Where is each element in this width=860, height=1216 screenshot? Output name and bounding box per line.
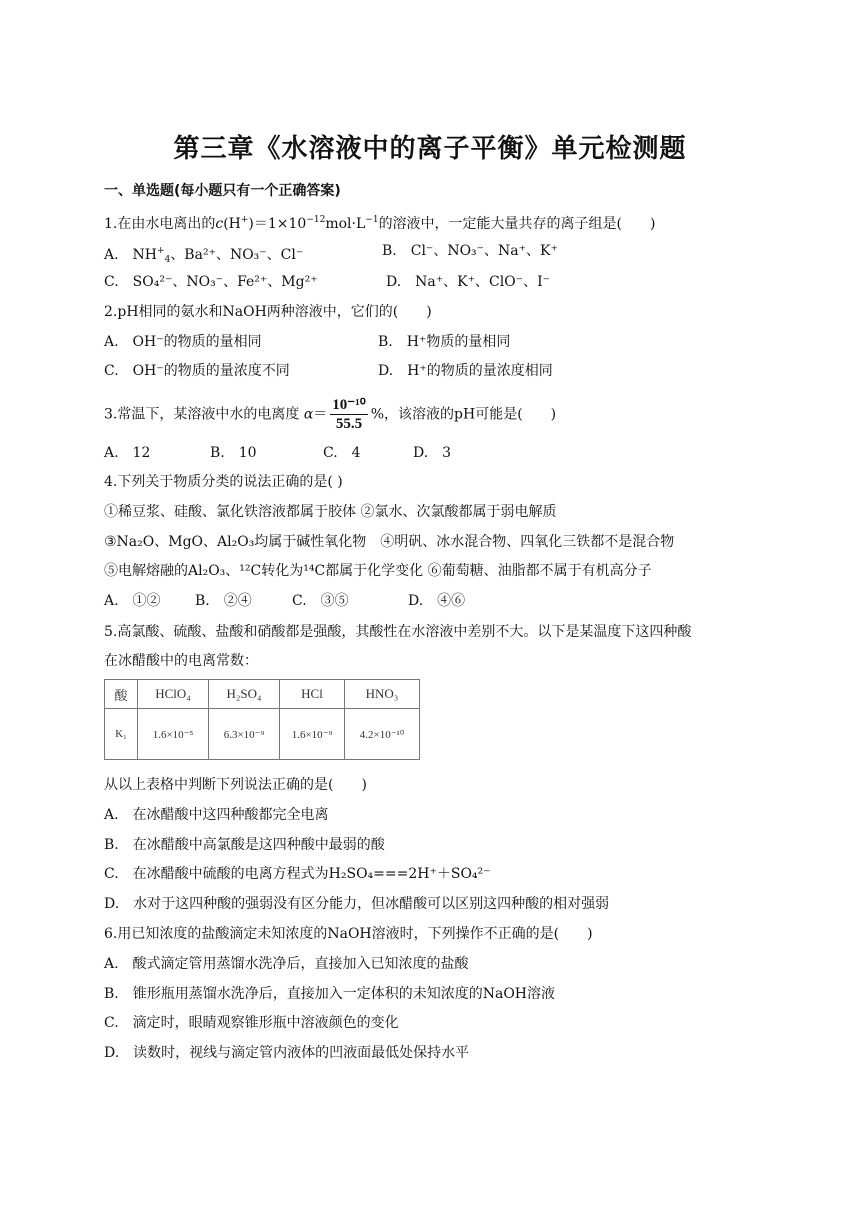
- table-cell: K₁: [105, 709, 138, 760]
- q4-option-d: D. ④⑥: [408, 593, 466, 609]
- section-heading: 一、单选题(每小题只有一个正确答案): [104, 183, 341, 199]
- q4-statement-2: ③Na₂O、MgO、Al₂O₃均属于碱性氧化物 ④明矾、冰水混合物、四氧化三铁都不是混合物: [104, 534, 675, 550]
- q5-stem-line-1: 5.高氯酸、硫酸、盐酸和硝酸都是强酸，其酸性在水溶液中差别不大。以下是某温度下这四种酸: [104, 624, 692, 640]
- q1-option-c: C. SO₄²⁻、NO₃⁻、Fe²⁺、Mg²⁺: [104, 274, 318, 290]
- q1-stem-a: 1.在由水电离出的: [104, 216, 216, 232]
- q3-fraction: $\frac{\text{10⁻¹⁰}}{55.5}$: [332, 397, 366, 432]
- q2-option-b: B. H⁺物质的量相同: [378, 334, 511, 350]
- table-header-cell: 酸: [105, 680, 138, 709]
- q6-stem: 6.用已知浓度的盐酸滴定未知浓度的NaOH溶液时，下列操作不正确的是( ): [104, 926, 593, 942]
- q2-stem: 2.pH相同的氨水和NaOH两种溶液中，它们的( ): [104, 304, 432, 320]
- q3-option-c: C. 4: [323, 445, 361, 461]
- q5-option-b: B. 在冰醋酸中高氯酸是这四种酸中最弱的酸: [104, 837, 385, 853]
- q4-option-c: C. ③⑤: [292, 593, 349, 609]
- table-header-cell: HNO₃: [345, 680, 420, 709]
- q4-option-a: A. ①②: [104, 593, 161, 609]
- q3-option-a: A. 12: [104, 445, 151, 461]
- table-cell: 1.6×10⁻⁹: [280, 709, 345, 760]
- q4-statement-3: ⑤电解熔融的Al₂O₃、¹²C转化为¹⁴C都属于化学变化 ⑥葡萄糖、油脂都不属于有机高分子: [104, 563, 652, 579]
- dissociation-constant-table: [104, 679, 420, 760]
- q6-option-c: C. 滴定时，眼睛观察锥形瓶中溶液颜色的变化: [104, 1015, 399, 1031]
- q5-option-a: A. 在冰醋酸中这四种酸都完全电离: [104, 807, 329, 823]
- q1-option-d: D. Na⁺、K⁺、ClO⁻、I⁻: [386, 274, 550, 290]
- q2-option-c: C. OH⁻的物质的量浓度不同: [104, 363, 290, 379]
- q4-stem: 4.下列关于物质分类的说法正确的是( ): [104, 474, 343, 490]
- q1-stem: 1.在由水电离出的$c(H^+)=1\times 10^{-12}mol\cdot L^{-1}$的溶液中，一定能大量共存的离子组是( ): [104, 215, 656, 232]
- q6-option-b: B. 锥形瓶用蒸馏水洗净后，直接加入一定体积的未知浓度的NaOH溶液: [104, 986, 556, 1002]
- q3-option-d: D. 3: [413, 445, 452, 461]
- q5-stem-line-2: 在冰醋酸中的电离常数：: [104, 653, 258, 669]
- q6-option-d: D. 读数时，视线与滴定管内液体的凹液面最低处保持水平: [104, 1045, 470, 1061]
- q3-option-b: B. 10: [210, 445, 257, 461]
- q4-option-b: B. ②④: [195, 593, 252, 609]
- q1-stem-b: 的溶液中，一定能大量共存的离子组是( ): [378, 216, 656, 232]
- q2-option-a: A. OH⁻的物质的量相同: [104, 334, 262, 350]
- q5-option-d: D. 水对于这四种酸的强弱没有区分能力，但冰醋酸可以区别这四种酸的相对强弱: [104, 896, 610, 912]
- q2-option-d: D. H⁺的物质的量浓度相同: [378, 363, 553, 379]
- table-header-cell: HClO₄: [138, 680, 209, 709]
- table-cell: 4.2×10⁻¹⁰: [345, 709, 420, 760]
- q5-option-c: C. 在冰醋酸中硫酸的电离方程式为H₂SO₄===2H⁺＋SO₄²⁻: [104, 866, 491, 882]
- q3-stem: 3.常温下，某溶液中水的电离度 α＝ $\frac{\text{10⁻¹⁰}}{55.5}$ %，该溶液的pH可能是( ): [104, 397, 557, 432]
- table-header-cell: HCl: [280, 680, 345, 709]
- q1-option-a: A. $NH^+_4$、Ba²⁺、NO₃⁻、Cl⁻: [104, 246, 304, 265]
- table-header-cell: H₂SO₄: [209, 680, 280, 709]
- q6-option-a: A. 酸式滴定管用蒸馏水洗净后，直接加入已知浓度的盐酸: [104, 956, 469, 972]
- table-cell: 1.6×10⁻⁵: [138, 709, 209, 760]
- q4-statement-1: ①稀豆浆、硅酸、氯化铁溶液都属于胶体 ②氯水、次氯酸都属于弱电解质: [104, 504, 557, 520]
- q5-after-table: 从以上表格中判断下列说法正确的是( ): [104, 777, 367, 793]
- q1-option-b: B. Cl⁻、NO₃⁻、Na⁺、K⁺: [382, 243, 558, 259]
- table-cell: 6.3×10⁻⁹: [209, 709, 280, 760]
- page-title: 第三章《水溶液中的离子平衡》单元检测题: [173, 134, 687, 164]
